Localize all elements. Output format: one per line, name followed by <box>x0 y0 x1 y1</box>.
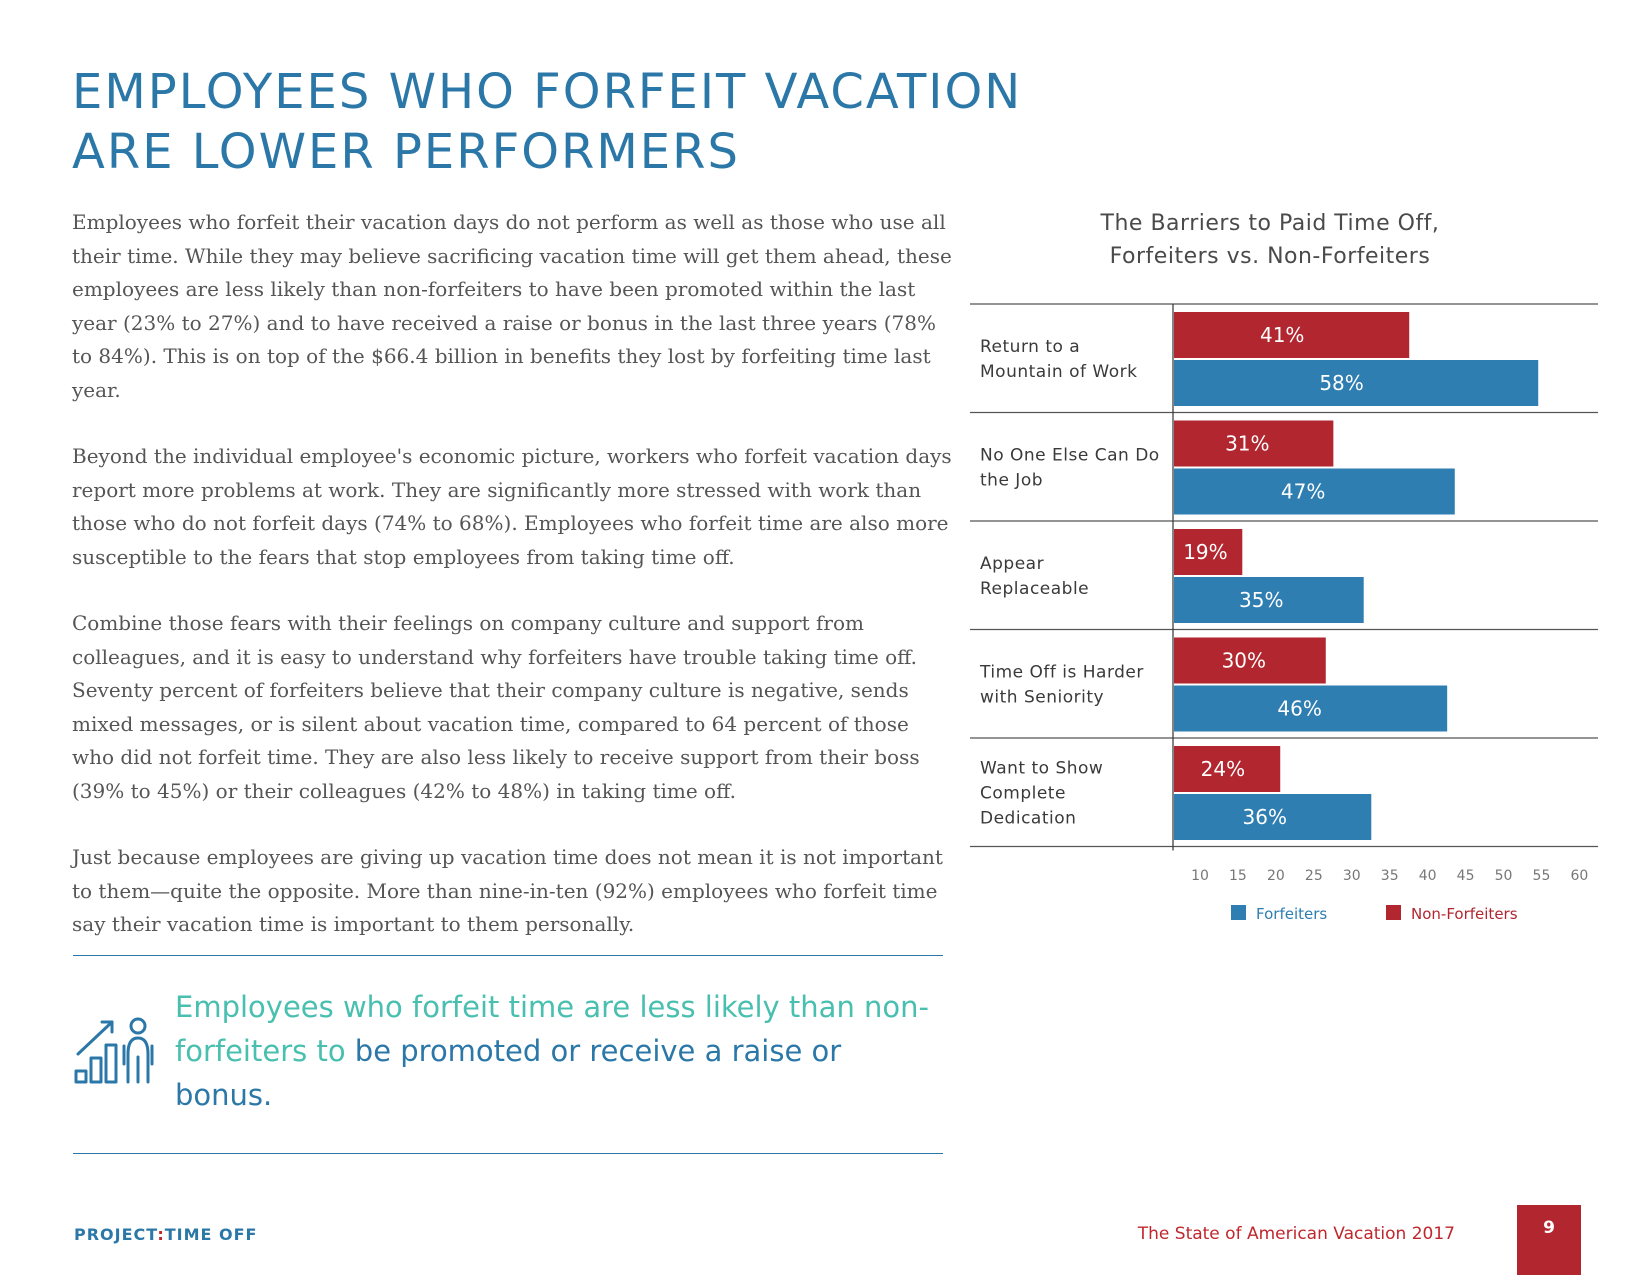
logo-colon: : <box>157 1225 165 1244</box>
x-axis-tick-label: 30 <box>1342 868 1361 884</box>
chart-title-line-2: Forfeiters vs. Non-Forfeiters <box>1109 244 1431 269</box>
category-label: Time Off is Harder with Seniority <box>980 662 1144 708</box>
x-axis-tick-label: 45 <box>1456 868 1475 884</box>
body-paragraph: Combine those fears with their feelings on company culture and support from colleagues, and it is easy to understand why forfeiters have trouble taking time off. Seventy percent of forfeiters believe that their company culture is negative, sends mixed messages, or is silent about vacation time, compared to 64 percent of those who did not forfeit time. They are also less likely to receive support from their boss (39% to 45%) or their colleagues (42% to 48%) in taking time off. <box>72 611 920 803</box>
x-axis-tick-label: 60 <box>1570 868 1589 884</box>
logo-text-left: PROJECT <box>74 1225 158 1244</box>
non-forfeiters-value-label: 19% <box>1183 540 1228 564</box>
x-axis-tick-label: 15 <box>1229 868 1247 884</box>
x-axis-tick-label: 25 <box>1304 868 1323 884</box>
page-title-line-1: EMPLOYEES WHO FORFEIT VACATION <box>72 64 1023 120</box>
legend-non-forfeiters-swatch <box>1386 905 1401 920</box>
legend-forfeiters-label: Forfeiters <box>1256 905 1328 923</box>
non-forfeiters-value-label: 24% <box>1200 757 1246 781</box>
x-axis-tick-label: 50 <box>1494 868 1513 884</box>
forfeiters-value-label: 46% <box>1277 696 1322 721</box>
chart-title-line-1: The Barriers to Paid Time Off, <box>1100 211 1440 236</box>
page-number: 9 <box>1517 1205 1581 1275</box>
body-paragraph: Beyond the individual employee's economic picture, workers who forfeit vacation days report more problems at work. They are significantly more stressed with work than those who do not forfeit days (74% to 68%). Employees who forfeit time are also more susceptible to the fears that stop employees from taking time off. <box>72 444 952 569</box>
x-axis-tick-label: 40 <box>1418 868 1437 884</box>
body-paragraph: Just because employees are giving up vacation time does not mean it is not important to them—quite the opposite. More than nine-in-ten (92%) employees who forfeit time say their vacation time is important to them personally. <box>72 845 943 936</box>
category-label: Return to a Mountain of Work <box>980 336 1138 382</box>
callout-lead: Employees who forfeit time are less likely than non-forfeiters to <box>175 990 930 1068</box>
forfeiters-value-label: 58% <box>1319 371 1364 395</box>
x-axis-tick-label: 55 <box>1532 868 1551 884</box>
forfeiters-value-label: 47% <box>1280 479 1326 504</box>
x-axis-tick-label: 20 <box>1266 868 1285 884</box>
callout-emphasis: be promoted or receive a raise or bonus. <box>175 1034 842 1112</box>
non-forfeiters-value-label: 31% <box>1225 431 1270 456</box>
non-forfeiters-value-label: 41% <box>1259 323 1305 347</box>
project-time-off-logo <box>74 1225 257 1244</box>
legend-non-forfeiters-label: Non-Forfeiters <box>1411 905 1518 923</box>
forfeiters-value-label: 35% <box>1239 588 1284 612</box>
non-forfeiters-value-label: 30% <box>1221 648 1267 673</box>
category-label: Want to Show Complete Dedication <box>980 758 1104 829</box>
logo-text-right: TIME OFF <box>164 1225 258 1244</box>
page-title-line-2: ARE LOWER PERFORMERS <box>72 124 740 180</box>
forfeiters-value-label: 36% <box>1242 805 1287 829</box>
body-paragraph: Employees who forfeit their vacation days do not perform as well as those who use all their time. While they may believe sacrificing vacation time will get them ahead, these employees are less likely than non-forfeiters to have been promoted within the last year (23% to 27%) and to have received a raise or bonus in the last three years (78% to 84%). This is on top of the $66.4 billion in benefits they lost by forfeiting time last year. <box>72 210 952 402</box>
report-title: The State of American Vacation 2017 <box>1137 1224 1455 1244</box>
legend-forfeiters-swatch <box>1231 905 1246 920</box>
category-label: Appear Replaceable <box>980 553 1090 599</box>
category-label: No One Else Can Do the Job <box>980 445 1160 491</box>
x-axis-tick-label: 35 <box>1380 868 1399 884</box>
x-axis-tick-label: 10 <box>1191 868 1209 884</box>
